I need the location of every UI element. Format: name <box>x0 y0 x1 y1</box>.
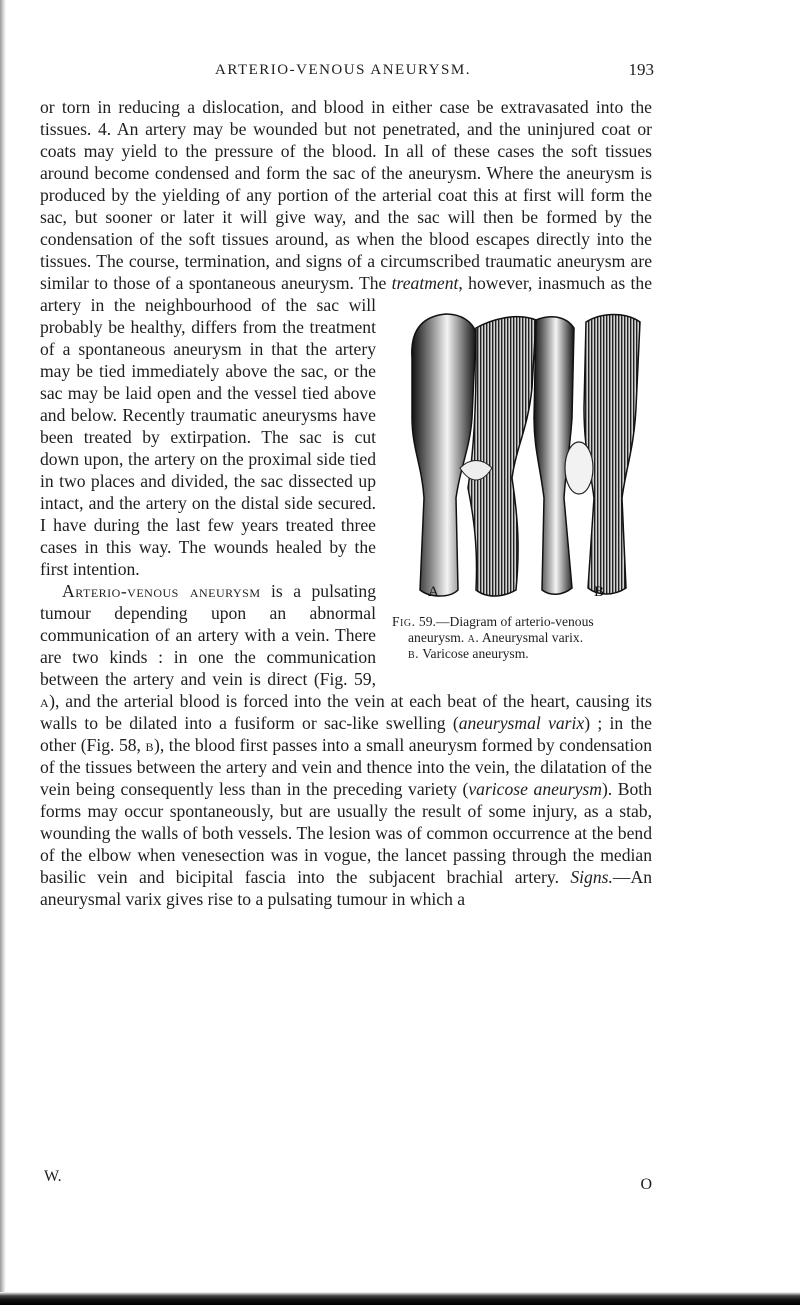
signature-mark: W. <box>44 1168 62 1185</box>
caption-text: aneurysm. <box>408 630 468 645</box>
caption-fig-label: Fig. <box>392 614 416 629</box>
section-heading: Arterio-venous aneurysm <box>62 581 261 601</box>
figure-59 <box>390 298 652 671</box>
figure-ref-a: a <box>40 691 50 711</box>
emphasis-treatment: treatment <box>391 273 459 293</box>
caption-lines <box>392 630 650 662</box>
paragraph-text: ) ; in the other (Fig. 58, <box>40 713 652 755</box>
caption-text: Varicose aneurysm. <box>419 646 529 661</box>
label-b: B <box>594 584 605 600</box>
paragraph-text: ). Both forms may occur spontaneously, but are usually the result of some injury, as a stab, wounding the walls of both vessels. The lesion was of common occurrence at the bend of the elbow when venesection was in vogue, the lancet passing through the median basilic vein and bicipital fascia into the subjacent brachial artery. <box>40 779 652 887</box>
sheet-mark: O <box>640 1176 652 1193</box>
diagram-a-aneurysmal-varix <box>412 314 536 596</box>
caption-key-a: a. <box>467 630 480 645</box>
paragraph-text: ), and the arterial blood is forced into the vein at each beat of the heart, causing its walls to be dilated into a fusiform or sac-like swelling ( <box>40 691 652 733</box>
scan-bottom-edge <box>0 1292 800 1305</box>
label-a: A <box>428 584 439 600</box>
binding-shadow <box>0 0 6 1305</box>
caption-text: Aneurysmal varix. <box>479 630 584 645</box>
body-text <box>40 96 652 910</box>
diagram-arterio-venous-aneurysm <box>390 298 652 610</box>
running-head: ARTERIO-VENOUS ANEURYSM. <box>215 62 471 78</box>
caption-title: 59.—Diagram of arterio-venous <box>415 614 594 629</box>
figure-ref-b: b <box>145 735 155 755</box>
vein-vessel-b <box>584 315 640 595</box>
paragraph-text: or torn in reducing a dislocation, and blood in either case be extravasated into the tissues. 4. An artery may be wounded but not penetrated, and the uninjured coat or coats may yield to the pressure of the blood. In all of these cases the soft tissues around become condensed and form the sac of the aneurysm. Where the aneurysm is produced by the yielding of any portion of the arterial coat this at first will form the sac, but sooner or later it will give way, and the sac will then be formed by the condensation of the soft tissues around, as when the blood escapes directly into the tissues. The course, termination, and signs of a circumscribed traumatic aneurysm are similar to those of a spontaneous aneurysm. The <box>40 97 652 293</box>
paragraph-text: —An aneurysmal varix gives rise to a pulsating tumour in which a <box>40 867 652 909</box>
page-number: 193 <box>628 60 654 79</box>
small-aneurysm-sac-b <box>565 442 593 494</box>
subheading-signs: Signs. <box>570 867 613 887</box>
paragraph-text: , however, inasmuch as the artery in the neighbourhood of the sac will probably be healthy, differs from the treatment of a spontaneous aneurysm in that the artery may be tied immediately above the sac, or the sac may be laid open and the vessel tied above and below. Recently traumatic aneurysms have been treated by extirpation. The sac is cut down upon, the artery on the proximal side tied in two places and divided, the sac dissected up intact, and the artery on the distal side secured. I have during the last few years treated three cases in this way. The wounds healed by the first intention. <box>40 273 652 579</box>
artery-vessel-a <box>412 314 476 596</box>
term-aneurysmal-varix: aneurysmal varix <box>458 713 585 733</box>
term-varicose-aneurysm: varicose aneurysm <box>468 779 602 799</box>
figure-caption <box>392 614 650 662</box>
paragraph-text: ), the blood first passes into a small aneurysm formed by condensation of the tissues between the artery and vein and thence into the vein, the dilatation of the vein being consequently less than in the preceding variety ( <box>40 735 652 799</box>
vein-varix-a <box>468 317 536 596</box>
paragraph-text: is a pulsating tumour depending upon an abnormal communication of an artery with a vein. There are two kinds : in one the communication between the artery and vein is direct (Fig. 59, <box>40 581 377 689</box>
caption-key-b: b. <box>408 646 420 661</box>
diagram-b-varicose-aneurysm <box>534 315 640 595</box>
